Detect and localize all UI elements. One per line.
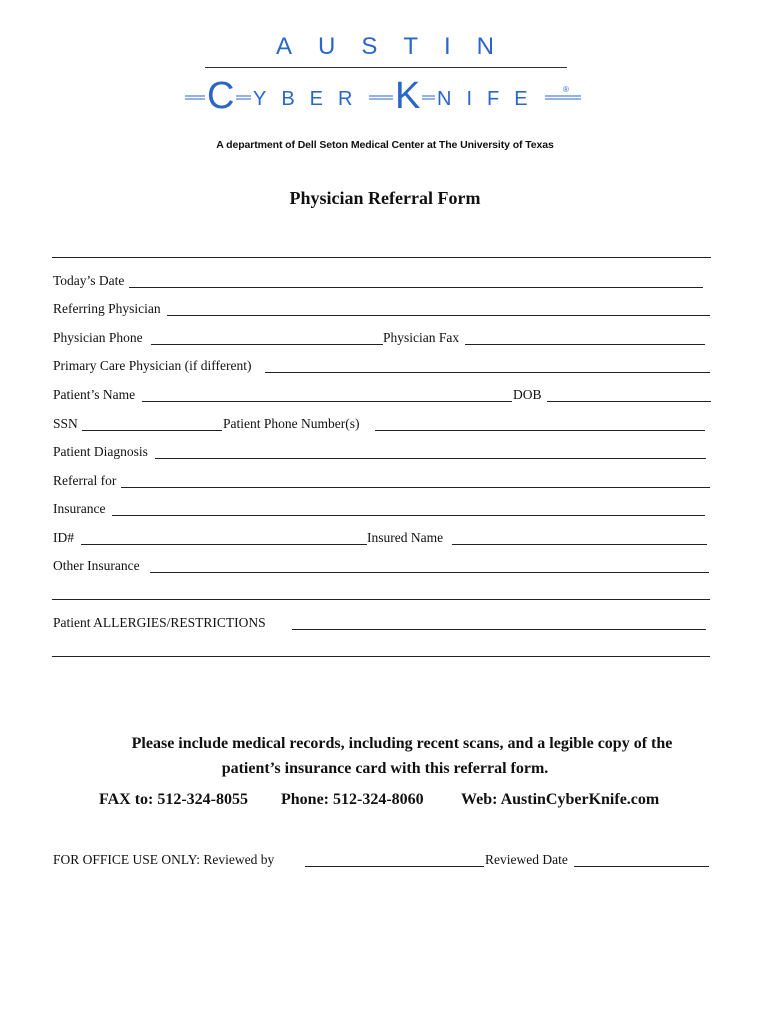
logo-nife: NIFE — [437, 88, 543, 110]
logo-austin-text: AUSTIN — [275, 33, 520, 60]
other-insurance-field[interactable] — [150, 572, 709, 573]
other-insurance-field-line2[interactable] — [52, 599, 710, 600]
insurance-label: Insurance — [53, 501, 106, 516]
patient-diagnosis-field[interactable] — [155, 458, 706, 459]
todays-date-label: Today’s Date — [53, 273, 125, 288]
logo-cap-c: C — [207, 75, 235, 117]
patient-phone-field[interactable] — [375, 430, 705, 431]
fax-number: FAX to: 512-324-8055 — [99, 791, 249, 808]
logo-cap-k: K — [395, 75, 421, 117]
logo-divider — [205, 67, 567, 68]
reviewed-date-label: Reviewed Date — [485, 852, 568, 867]
logo-tagline: A department of Dell Seton Medical Center at The University of Texas — [216, 139, 554, 151]
top-divider — [52, 257, 711, 258]
patient-phone-label: Patient Phone Number(s) — [223, 416, 360, 431]
dob-label: DOB — [513, 387, 542, 402]
ssn-label: SSN — [53, 416, 78, 431]
patient-name-label: Patient’s Name — [53, 387, 136, 402]
notice-line1: Please include medical records, including recent scans, and a legible copy of the — [131, 735, 673, 752]
phone-number: Phone: 512-324-8060 — [281, 791, 424, 808]
physician-fax-label: Physician Fax — [383, 330, 460, 345]
allergies-field[interactable] — [292, 629, 706, 630]
website-link[interactable]: Web: AustinCyberKnife.com — [461, 791, 660, 808]
primary-care-field[interactable] — [265, 372, 710, 373]
registered-mark-icon: ® — [563, 85, 569, 94]
physician-phone-field[interactable] — [151, 344, 383, 345]
todays-date-field[interactable] — [129, 287, 703, 288]
referring-physician-field[interactable] — [167, 315, 710, 316]
insured-name-label: Insured Name — [367, 530, 444, 545]
patient-diagnosis-label: Patient Diagnosis — [53, 444, 148, 459]
reviewed-by-field[interactable] — [305, 866, 484, 867]
insurance-field[interactable] — [112, 515, 705, 516]
patient-name-field[interactable] — [142, 401, 512, 402]
referral-for-label: Referral for — [53, 473, 117, 488]
form-title: Physician Referral Form — [289, 188, 481, 208]
referring-physician-label: Referring Physician — [53, 301, 161, 316]
id-field[interactable] — [81, 544, 367, 545]
allergies-label: Patient ALLERGIES/RESTRICTIONS — [53, 615, 266, 630]
id-label: ID# — [53, 530, 74, 545]
notice-line2: patient’s insurance card with this referral form. — [221, 760, 549, 777]
insured-name-field[interactable] — [452, 544, 707, 545]
logo-yber: YBER — [253, 88, 368, 110]
allergies-field-line2[interactable] — [52, 656, 710, 657]
logo-cyberknife — [185, 77, 577, 115]
other-insurance-label: Other Insurance — [53, 558, 140, 573]
physician-fax-field[interactable] — [465, 344, 705, 345]
primary-care-label: Primary Care Physician (if different) — [53, 358, 252, 373]
ssn-field[interactable] — [82, 430, 222, 431]
reviewed-date-field[interactable] — [574, 866, 709, 867]
physician-phone-label: Physician Phone — [53, 330, 143, 345]
dob-field[interactable] — [547, 401, 711, 402]
referral-for-field[interactable] — [121, 487, 710, 488]
office-use-label: FOR OFFICE USE ONLY: Reviewed by — [53, 852, 275, 867]
